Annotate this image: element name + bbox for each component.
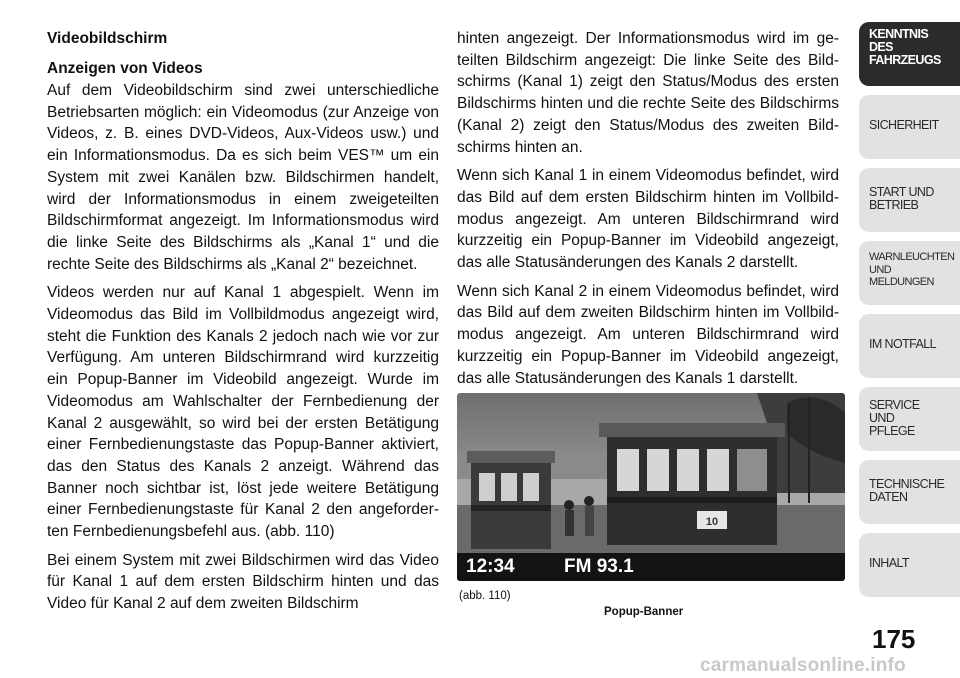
paragraph: Bei einem System mit zwei Bildschirmen wird das Video für Kanal 1 auf dem ersten Bildschirm hinten und das Video für Kanal 2 auf dem zweiten Bildschirm (47, 551, 439, 613)
right-text-column (457, 28, 839, 396)
video-screen-figure (457, 393, 845, 581)
tab-im-notfall[interactable]: IM NOTFALL (859, 314, 960, 378)
figure-caption: Popup-Banner (604, 606, 684, 618)
section-title: Videobildschirm (47, 30, 168, 47)
paragraph: Videos werden nur auf Kanal 1 abgespielt. Wenn im Videomodus das Bild im Vollbildmodus angezeigt wird, steht die Funktion des Kanals 2 jedoch nach wie vor zur Verfügung. Am unteren Bildschirmrand wird kurzzeitig ein Popup-Banner im Videobild angezeigt. Wurde im Videomodus am Wahlschalter der Fernbedienung der Kanal 2 ausgewählt, so wird bei der ersten Betätigung einer Fernbedienungstaste das Popup-Banner aktiviert, das den Status des Kanals 2 anzeigt. Während das Banner noch sichtbar ist, löst jede weitere Betätigung einer Fernbedienungstaste für Kanal 2 den angeforderten Fernbedienungsbefehl aus. (abb. 110) (47, 284, 439, 541)
right-cable-car (599, 423, 785, 545)
paragraph: hinten angezeigt. Der Informationsmodus wird im geteilten Bildschirm angezeigt: Die linke Seite des Bildschirms (Kanal 1) zeigt den Status/Modus des ersten Bildschirms hinten und die rechte Seite des Bildschirms (Kanal 2) zeigt den Status/Modus des zweiten Bildschirms hinten an. (457, 30, 839, 156)
figure-reference: (abb. 110) (459, 590, 511, 602)
tram-number: 10 (705, 516, 719, 528)
paragraph: Wenn sich Kanal 1 in einem Videomodus befindet, wird das Bild auf dem ersten Bildschirm hinten im Vollbildmodus angezeigt. Am unteren Bildschirmrand wird kurzzeitig ein Popup-Banner im Videobild angezeigt, das alle Statusänderungen des Kanals 2 darstellt. (457, 167, 839, 272)
watermark: carmanualsonline.info (700, 655, 906, 676)
banner-radio-station: FM 93.1 (564, 556, 634, 577)
tab-service-und-pflege[interactable]: SERVICE UND PFLEGE (859, 387, 960, 451)
chapter-tabs (859, 22, 960, 606)
subsection-title: Anzeigen von Videos (47, 60, 203, 77)
tab-inhalt[interactable]: INHALT (859, 533, 960, 597)
tab-kenntnis-des-fahrzeugs[interactable]: KENNTNIS DES FAHRZEUGS (859, 22, 960, 86)
popup-banner (457, 553, 845, 581)
tab-start-und-betrieb[interactable]: START UND BETRIEB (859, 168, 960, 232)
paragraph: Auf dem Videobildschirm sind zwei unterschiedliche Betriebsarten möglich: ein Videomodus (zur Anzeige von Videos, z. B. eines DVD-Videos, Aux-Videos usw.) und ein Informationsmodus. Da es sich beim VES™ um ein System mit zwei Kanälen bzw. Bildschirmen handelt, wird der Informationsmodus in einem zweigeteilten Bildschirmformat angezeigt. Im Informationsmodus wird die linke Seite des Bildschirms als „Kanal 1“ und die rechte Seite des Bildschirms als „Kanal 2“ bezeichnet. (47, 82, 439, 273)
tab-warnleuchten-und-meldungen[interactable]: WARNLEUCHTEN UND MELDUNGEN (859, 241, 960, 305)
left-cable-car (467, 451, 555, 549)
banner-time: 12:34 (466, 556, 515, 577)
left-text-column (47, 28, 439, 622)
tab-technische-daten[interactable]: TECHNISCHE DATEN (859, 460, 960, 524)
tab-sicherheit[interactable]: SICHERHEIT (859, 95, 960, 159)
paragraph: Wenn sich Kanal 2 in einem Videomodus befindet, wird das Bild auf dem zweiten Bildschirm hinten im Vollbildmodus angezeigt. Am unteren Bildschirmrand wird kurzzeitig ein Popup-Banner im Videobild angezeigt, das alle Statusänderungen des Kanals 1 darstellt. (457, 282, 839, 387)
page-number: 175 (872, 624, 916, 654)
